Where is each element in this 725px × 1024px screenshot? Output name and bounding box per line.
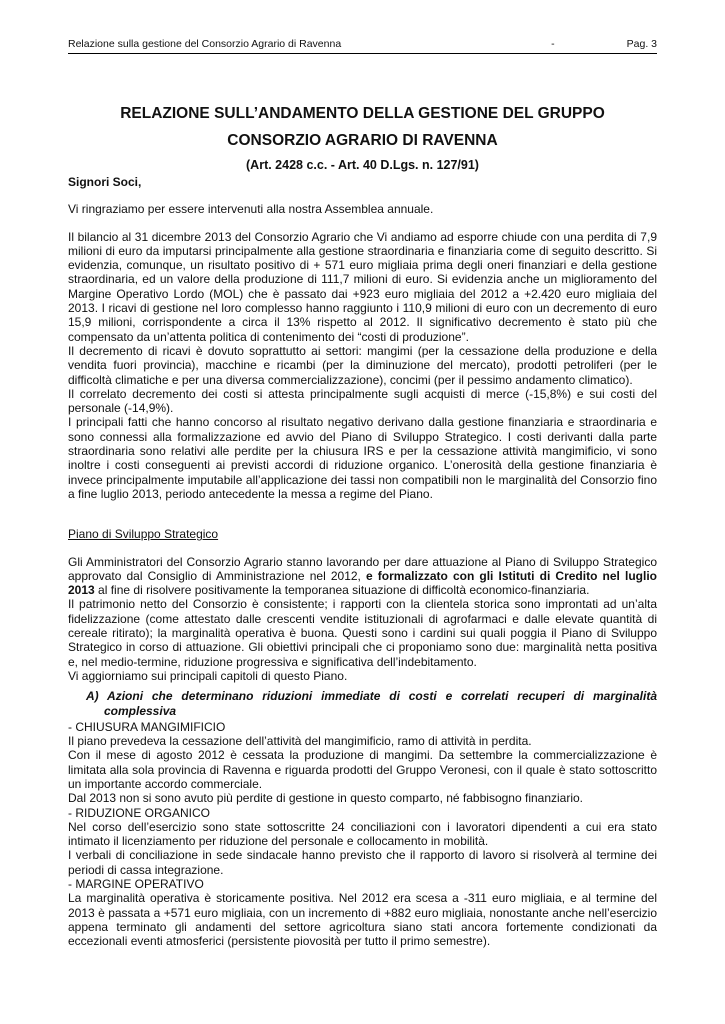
paragraph-piano-text-c: al fine di risolvere positivamente la temporanea situazione di difficoltà economico-finanziaria. [94,583,590,598]
page-number: Pag. 3 [626,38,657,50]
paragraph-aggiornamento: Vi aggiorniamo sui principali capitoli di questo Piano. [68,668,348,683]
item-margine-title: - MARGINE OPERATIVO [68,877,204,892]
header-title: Relazione sulla gestione del Consorzio Agrario di Ravenna [68,38,342,50]
item-organico-text2: I verbali di conciliazione in sede sindacale hanno previsto che il rapporto di lavoro si risolverà al termine dei periodi di cassa integrazione. [68,848,657,877]
paragraph-fatti: I principali fatti che hanno concorso al risultato negativo derivano dalla gestione finanziaria e straordinaria e sono connessi alla formalizzazione ed avvio del Piano di Sviluppo Strategico. I costi derivanti dalla parte straordinaria sono relativi alle perdite per la chiusura IRS e per la cessazione attività mangimificio, vi sono inoltre i costi conseguenti ai previsti accordi di riduzione organico. L’onerosità della gestione finanziaria è invece principalmente imputabile all’applicazione dei tassi non compatibili non le marginalità del Consorzio fino a fine luglio 2013, periodo antecedente la messa a regime del Piano. [68,415,657,501]
paragraph-ricavi: Il decremento di ricavi è dovuto soprattutto ai settori: mangimi (per la cessazione della produzione e della vendita fuori provincia), macchine e ricambi (per la diminuzione del mercato), prodotti petroliferi (per le difficoltà climatiche e per una diversa commercializzazione), concimi (per il pessimo andamento climatico). [68,343,657,387]
item-mangimificio-text2: Con il mese di agosto 2012 è cessata la produzione di mangimi. Da settembre la commercializzazione è limitata alla sola provincia di Ravenna e riguarda prodotti del Gruppo Veronesi, con il quale è stato sottoscritto un importante accordo commerciale. [68,748,657,791]
paragraph-bilancio: Il bilancio al 31 dicembre 2013 del Consorzio Agrario che Vi andiamo ad esporre chiude con una perdita di 7,9 milioni di euro da imputarsi principalmente alla gestione straordinaria e finanziaria come di seguito descritto. Si evidenzia, comunque, un risultato positivo di + 571 euro migliaia prima degli oneri finanziari e della gestione straordinaria, ed un valore della produzione di 111,7 milioni di euro. Si evidenzia anche un miglioramento del Margine Operativo Lordo (MOL) che è passato dai +923 euro migliaia del 2012 a +2.420 euro migliaia del 2013. I ricavi di gestione nel loro complesso hanno raggiunto i 110,9 milioni di euro con un decremento di euro 15,9 milioni, corrispondente a circa il 13% rispetto al 2012. Il significativo decremento è stato più che compensato da un’attenta politica di contenimento dei “costi di produzione”. [68,229,657,344]
page-header [68,38,657,54]
intro-paragraph: Vi ringraziamo per essere intervenuti alla nostra Assemblea annuale. [68,202,434,217]
header-dash: - [551,38,555,50]
document-title-line1: RELAZIONE SULL’ANDAMENTO DELLA GESTIONE DEL GRUPPO [120,105,605,122]
paragraph-patrimonio: Il patrimonio netto del Consorzio è consistente; i rapporti con la clientela storica sono improntati ad un’alta fidelizzazione (come attestato dalle crescenti vendite istituzionali di agrofarmaci e dalle elevate quantità di cereale ritirato); la marginalità operativa è buona. Questi sono i cardini sui quali poggia il Piano di Sviluppo Strategico in corso di attuazione. Gli obiettivi principali che ci proponiamo sono due: marginalità netta positiva e, nel medio-termine, riduzione progressiva e significativa dell’indebitamento. [68,597,657,669]
subsection-heading: A) Azioni che determinano riduzioni immediate di costi e correlati recuperi di marginalità complessiva [86,689,657,718]
paragraph-piano [68,555,657,598]
item-mangimificio-text1: Il piano prevedeva la cessazione dell’attività del mangimificio, ramo di attività in perdita. [68,734,532,749]
item-organico-text1: Nel corso dell’esercizio sono state sottoscritte 24 conciliazioni con i lavoratori dipendenti a cui era stato intimato il licenziamento per riduzione del personale e collocamento in mobilità. [68,819,657,849]
paragraph-costi: Il correlato decremento dei costi si attesta principalmente sugli acquisti di merce (-15,8%) e sui costi del personale (-14,9%). [68,386,657,416]
document-page [68,38,657,949]
item-mangimificio-title: - CHIUSURA MANGIMIFICIO [68,719,226,734]
paragraph-piano-text-a: Gli Amministratori del Consorzio Agrario stanno lavorando per dare attuazione al Piano di Sviluppo Strategico approvato dal Consiglio di Amministrazione nel 2012, [68,554,657,583]
paragraph-piano-bold: e formalizzato con gli Istituti di Credito nel luglio 2013 [68,568,657,598]
item-organico-title: - RIDUZIONE ORGANICO [68,805,211,820]
item-margine-text1: La marginalità operativa è storicamente positiva. Nel 2012 era scesa a -311 euro migliaia, e al termine del 2013 è passata a +571 euro migliaia, con un incremento di +882 euro migliaia, nonostante anche nell’esercizio appena terminato gli andamenti del settore agricoltura siano stati ancora fortemente condizionati da eccezionali eventi atmosferici (persistente piovosità per tutto il primo semestre). [68,891,657,949]
section-title: Piano di Sviluppo Strategico [68,527,219,542]
salutation: Signori Soci, [68,175,142,189]
item-mangimificio-text3: Dal 2013 non si sono avuto più perdite di gestione in questo comparto, né fabbisogno finanziario. [68,791,584,806]
legal-reference: (Art. 2428 c.c. - Art. 40 D.Lgs. n. 127/91) [246,158,479,172]
document-title-line2: CONSORZIO AGRARIO DI RAVENNA [227,132,498,149]
